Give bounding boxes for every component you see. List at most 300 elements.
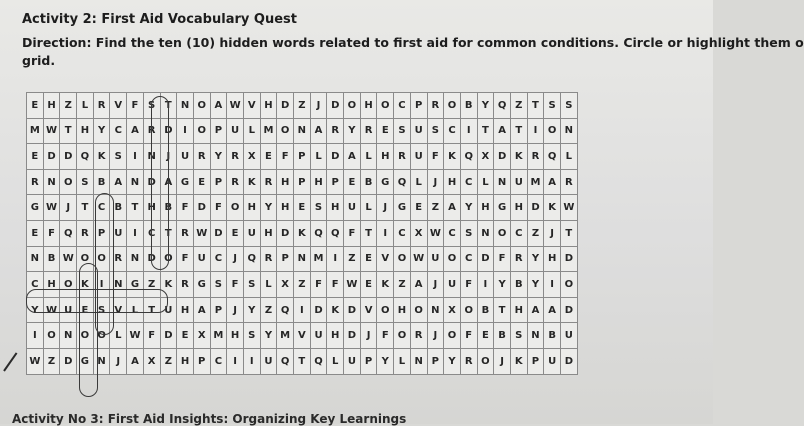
grid-cell[interactable]: U bbox=[444, 272, 461, 298]
grid-cell[interactable]: A bbox=[127, 118, 144, 144]
grid-cell[interactable]: P bbox=[210, 169, 227, 195]
grid-cell[interactable]: H bbox=[277, 195, 294, 221]
grid-cell[interactable]: P bbox=[327, 169, 344, 195]
grid-cell[interactable]: Y bbox=[477, 93, 494, 119]
grid-cell[interactable]: D bbox=[561, 297, 578, 323]
grid-cell[interactable]: N bbox=[127, 246, 144, 272]
grid-cell[interactable]: A bbox=[193, 297, 210, 323]
grid-cell[interactable]: B bbox=[360, 169, 377, 195]
grid-cell[interactable]: W bbox=[127, 323, 144, 349]
grid-cell[interactable]: P bbox=[210, 118, 227, 144]
grid-cell[interactable]: F bbox=[177, 195, 194, 221]
grid-cell[interactable]: T bbox=[494, 297, 511, 323]
grid-cell[interactable]: P bbox=[410, 93, 427, 119]
grid-cell[interactable]: N bbox=[93, 348, 110, 374]
grid-cell[interactable]: Z bbox=[294, 93, 311, 119]
grid-cell[interactable]: O bbox=[444, 93, 461, 119]
grid-cell[interactable]: J bbox=[360, 323, 377, 349]
grid-cell[interactable]: J bbox=[310, 93, 327, 119]
grid-cell[interactable]: O bbox=[77, 246, 94, 272]
grid-cell[interactable]: S bbox=[544, 93, 561, 119]
grid-cell[interactable]: O bbox=[444, 246, 461, 272]
grid-cell[interactable]: Q bbox=[77, 144, 94, 170]
grid-cell[interactable]: S bbox=[394, 118, 411, 144]
grid-cell[interactable]: R bbox=[260, 169, 277, 195]
grid-cell[interactable]: R bbox=[561, 169, 578, 195]
grid-cell[interactable]: R bbox=[410, 323, 427, 349]
grid-cell[interactable]: H bbox=[360, 93, 377, 119]
grid-cell[interactable]: N bbox=[427, 297, 444, 323]
grid-cell[interactable]: U bbox=[177, 144, 194, 170]
grid-cell[interactable]: S bbox=[77, 169, 94, 195]
grid-cell[interactable]: L bbox=[110, 323, 127, 349]
grid-cell[interactable]: D bbox=[344, 297, 361, 323]
grid-cell[interactable]: Q bbox=[310, 348, 327, 374]
grid-cell[interactable]: R bbox=[77, 220, 94, 246]
grid-cell[interactable]: Y bbox=[93, 118, 110, 144]
grid-cell[interactable]: A bbox=[127, 348, 144, 374]
grid-cell[interactable]: D bbox=[277, 220, 294, 246]
grid-cell[interactable]: O bbox=[93, 246, 110, 272]
grid-cell[interactable]: C bbox=[444, 220, 461, 246]
grid-cell[interactable]: V bbox=[360, 297, 377, 323]
grid-cell[interactable]: U bbox=[344, 348, 361, 374]
grid-cell[interactable]: G bbox=[494, 195, 511, 221]
grid-cell[interactable]: B bbox=[43, 246, 60, 272]
grid-cell[interactable]: F bbox=[143, 323, 160, 349]
grid-cell[interactable]: R bbox=[427, 93, 444, 119]
grid-cell[interactable]: V bbox=[294, 323, 311, 349]
grid-cell[interactable]: Z bbox=[43, 348, 60, 374]
grid-cell[interactable]: I bbox=[127, 220, 144, 246]
grid-cell[interactable]: D bbox=[210, 220, 227, 246]
grid-cell[interactable]: O bbox=[377, 297, 394, 323]
grid-cell[interactable]: O bbox=[93, 323, 110, 349]
grid-cell[interactable]: P bbox=[193, 348, 210, 374]
grid-cell[interactable]: M bbox=[310, 246, 327, 272]
grid-cell[interactable]: S bbox=[110, 144, 127, 170]
grid-cell[interactable]: N bbox=[177, 93, 194, 119]
grid-cell[interactable]: Y bbox=[444, 348, 461, 374]
grid-cell[interactable]: U bbox=[310, 323, 327, 349]
grid-cell[interactable]: R bbox=[110, 246, 127, 272]
grid-cell[interactable]: N bbox=[294, 118, 311, 144]
grid-cell[interactable]: T bbox=[77, 195, 94, 221]
grid-cell[interactable]: F bbox=[460, 323, 477, 349]
grid-cell[interactable]: L bbox=[477, 169, 494, 195]
grid-cell[interactable]: V bbox=[243, 93, 260, 119]
grid-cell[interactable]: W bbox=[427, 220, 444, 246]
grid-cell[interactable]: E bbox=[77, 297, 94, 323]
grid-cell[interactable]: F bbox=[494, 246, 511, 272]
grid-cell[interactable]: E bbox=[27, 144, 44, 170]
grid-cell[interactable]: U bbox=[243, 220, 260, 246]
grid-cell[interactable]: C bbox=[510, 220, 527, 246]
grid-cell[interactable]: U bbox=[410, 144, 427, 170]
grid-cell[interactable]: L bbox=[394, 348, 411, 374]
grid-cell[interactable]: Q bbox=[277, 348, 294, 374]
grid-cell[interactable]: X bbox=[243, 144, 260, 170]
grid-cell[interactable]: L bbox=[410, 169, 427, 195]
grid-cell[interactable]: P bbox=[210, 297, 227, 323]
grid-cell[interactable]: F bbox=[427, 144, 444, 170]
grid-cell[interactable]: F bbox=[327, 272, 344, 298]
grid-cell[interactable]: Q bbox=[243, 246, 260, 272]
grid-cell[interactable]: W bbox=[43, 118, 60, 144]
grid-cell[interactable]: U bbox=[427, 246, 444, 272]
grid-cell[interactable]: D bbox=[344, 323, 361, 349]
grid-cell[interactable]: R bbox=[394, 144, 411, 170]
grid-cell[interactable]: L bbox=[310, 144, 327, 170]
grid-cell[interactable]: O bbox=[193, 93, 210, 119]
grid-cell[interactable]: K bbox=[544, 195, 561, 221]
grid-cell[interactable]: R bbox=[193, 144, 210, 170]
grid-cell[interactable]: J bbox=[494, 348, 511, 374]
grid-cell[interactable]: T bbox=[527, 93, 544, 119]
grid-cell[interactable]: U bbox=[110, 220, 127, 246]
grid-cell[interactable]: J bbox=[427, 272, 444, 298]
grid-cell[interactable]: Z bbox=[394, 272, 411, 298]
grid-cell[interactable]: S bbox=[460, 220, 477, 246]
grid-cell[interactable]: I bbox=[243, 348, 260, 374]
grid-cell[interactable]: J bbox=[60, 195, 77, 221]
grid-cell[interactable]: A bbox=[527, 297, 544, 323]
grid-cell[interactable]: Q bbox=[460, 144, 477, 170]
grid-cell[interactable]: E bbox=[177, 323, 194, 349]
grid-cell[interactable]: K bbox=[93, 144, 110, 170]
grid-cell[interactable]: A bbox=[544, 169, 561, 195]
grid-cell[interactable]: I bbox=[327, 246, 344, 272]
grid-cell[interactable]: A bbox=[110, 169, 127, 195]
grid-cell[interactable]: T bbox=[561, 220, 578, 246]
grid-cell[interactable]: X bbox=[277, 272, 294, 298]
grid-cell[interactable]: M bbox=[27, 118, 44, 144]
grid-cell[interactable]: Y bbox=[260, 195, 277, 221]
grid-cell[interactable]: Q bbox=[327, 220, 344, 246]
grid-cell[interactable]: O bbox=[43, 323, 60, 349]
grid-cell[interactable]: K bbox=[160, 272, 177, 298]
grid-cell[interactable]: O bbox=[460, 297, 477, 323]
grid-cell[interactable]: P bbox=[277, 246, 294, 272]
grid-cell[interactable]: D bbox=[143, 246, 160, 272]
grid-cell[interactable]: H bbox=[177, 297, 194, 323]
grid-cell[interactable]: W bbox=[60, 246, 77, 272]
grid-cell[interactable]: F bbox=[344, 220, 361, 246]
grid-cell[interactable]: E bbox=[227, 220, 244, 246]
grid-cell[interactable]: T bbox=[143, 297, 160, 323]
grid-cell[interactable]: Q bbox=[394, 169, 411, 195]
grid-cell[interactable]: O bbox=[477, 348, 494, 374]
grid-cell[interactable]: I bbox=[93, 272, 110, 298]
grid-cell[interactable]: I bbox=[294, 297, 311, 323]
grid-cell[interactable]: W bbox=[43, 297, 60, 323]
grid-cell[interactable]: H bbox=[394, 297, 411, 323]
grid-cell[interactable]: H bbox=[260, 93, 277, 119]
grid-cell[interactable]: N bbox=[494, 169, 511, 195]
grid-cell[interactable]: H bbox=[277, 169, 294, 195]
grid-cell[interactable]: L bbox=[360, 144, 377, 170]
grid-cell[interactable]: Y bbox=[27, 297, 44, 323]
grid-cell[interactable]: C bbox=[93, 195, 110, 221]
grid-cell[interactable]: C bbox=[394, 220, 411, 246]
grid-cell[interactable]: E bbox=[360, 272, 377, 298]
grid-cell[interactable]: L bbox=[327, 348, 344, 374]
grid-cell[interactable]: F bbox=[43, 220, 60, 246]
grid-cell[interactable]: B bbox=[110, 195, 127, 221]
grid-cell[interactable]: N bbox=[477, 220, 494, 246]
grid-cell[interactable]: P bbox=[360, 348, 377, 374]
grid-cell[interactable]: B bbox=[510, 272, 527, 298]
grid-cell[interactable]: F bbox=[460, 272, 477, 298]
grid-cell[interactable]: X bbox=[444, 297, 461, 323]
grid-cell[interactable]: R bbox=[143, 118, 160, 144]
grid-cell[interactable]: Z bbox=[160, 348, 177, 374]
grid-cell[interactable]: E bbox=[360, 246, 377, 272]
grid-cell[interactable]: N bbox=[527, 323, 544, 349]
grid-cell[interactable]: P bbox=[427, 348, 444, 374]
grid-cell[interactable]: O bbox=[60, 272, 77, 298]
grid-cell[interactable]: E bbox=[477, 323, 494, 349]
grid-cell[interactable]: Z bbox=[344, 246, 361, 272]
grid-cell[interactable]: Q bbox=[277, 297, 294, 323]
grid-cell[interactable]: M bbox=[260, 118, 277, 144]
grid-cell[interactable]: P bbox=[527, 348, 544, 374]
grid-cell[interactable]: Z bbox=[60, 93, 77, 119]
grid-cell[interactable]: H bbox=[143, 195, 160, 221]
grid-cell[interactable]: H bbox=[243, 195, 260, 221]
grid-cell[interactable]: F bbox=[377, 323, 394, 349]
grid-cell[interactable]: E bbox=[377, 118, 394, 144]
grid-cell[interactable]: Q bbox=[494, 93, 511, 119]
grid-cell[interactable]: C bbox=[444, 118, 461, 144]
grid-cell[interactable]: Y bbox=[460, 195, 477, 221]
grid-cell[interactable]: H bbox=[510, 297, 527, 323]
grid-cell[interactable]: C bbox=[27, 272, 44, 298]
grid-cell[interactable]: L bbox=[127, 297, 144, 323]
grid-cell[interactable]: K bbox=[510, 348, 527, 374]
grid-cell[interactable]: Y bbox=[243, 297, 260, 323]
grid-cell[interactable]: K bbox=[77, 272, 94, 298]
grid-cell[interactable]: O bbox=[494, 220, 511, 246]
grid-cell[interactable]: P bbox=[294, 169, 311, 195]
grid-cell[interactable]: A bbox=[160, 169, 177, 195]
grid-cell[interactable]: D bbox=[327, 93, 344, 119]
grid-cell[interactable]: E bbox=[294, 195, 311, 221]
grid-cell[interactable]: T bbox=[127, 195, 144, 221]
grid-cell[interactable]: J bbox=[110, 348, 127, 374]
grid-cell[interactable]: O bbox=[377, 93, 394, 119]
grid-cell[interactable]: R bbox=[510, 246, 527, 272]
grid-cell[interactable]: O bbox=[77, 323, 94, 349]
grid-cell[interactable]: V bbox=[377, 246, 394, 272]
grid-cell[interactable]: O bbox=[60, 169, 77, 195]
grid-cell[interactable]: I bbox=[544, 272, 561, 298]
grid-cell[interactable]: G bbox=[377, 169, 394, 195]
grid-cell[interactable]: I bbox=[127, 144, 144, 170]
grid-cell[interactable]: H bbox=[177, 348, 194, 374]
grid-cell[interactable]: K bbox=[444, 144, 461, 170]
grid-cell[interactable]: O bbox=[193, 118, 210, 144]
grid-cell[interactable]: A bbox=[410, 272, 427, 298]
grid-cell[interactable]: R bbox=[527, 144, 544, 170]
grid-cell[interactable]: W bbox=[410, 246, 427, 272]
grid-cell[interactable]: M bbox=[277, 323, 294, 349]
grid-cell[interactable]: N bbox=[43, 169, 60, 195]
grid-cell[interactable]: R bbox=[460, 348, 477, 374]
grid-cell[interactable]: Z bbox=[510, 93, 527, 119]
grid-cell[interactable]: S bbox=[310, 195, 327, 221]
grid-cell[interactable]: W bbox=[561, 195, 578, 221]
grid-cell[interactable]: D bbox=[561, 246, 578, 272]
grid-cell[interactable]: O bbox=[227, 195, 244, 221]
grid-cell[interactable]: R bbox=[360, 118, 377, 144]
grid-cell[interactable]: K bbox=[243, 169, 260, 195]
grid-cell[interactable]: K bbox=[510, 144, 527, 170]
grid-cell[interactable]: I bbox=[227, 348, 244, 374]
grid-cell[interactable]: S bbox=[210, 272, 227, 298]
grid-cell[interactable]: H bbox=[260, 220, 277, 246]
grid-cell[interactable]: K bbox=[294, 220, 311, 246]
grid-cell[interactable]: U bbox=[344, 195, 361, 221]
grid-cell[interactable]: Q bbox=[544, 144, 561, 170]
grid-cell[interactable]: T bbox=[477, 118, 494, 144]
grid-cell[interactable]: A bbox=[344, 144, 361, 170]
grid-cell[interactable]: H bbox=[327, 323, 344, 349]
grid-cell[interactable]: N bbox=[410, 348, 427, 374]
grid-cell[interactable]: D bbox=[60, 144, 77, 170]
grid-cell[interactable]: U bbox=[260, 348, 277, 374]
grid-cell[interactable]: N bbox=[561, 118, 578, 144]
grid-cell[interactable]: O bbox=[561, 272, 578, 298]
grid-cell[interactable]: S bbox=[93, 297, 110, 323]
grid-cell[interactable]: L bbox=[260, 272, 277, 298]
grid-cell[interactable]: H bbox=[227, 323, 244, 349]
grid-cell[interactable]: F bbox=[177, 246, 194, 272]
grid-cell[interactable]: Y bbox=[527, 272, 544, 298]
grid-cell[interactable]: E bbox=[260, 144, 277, 170]
grid-cell[interactable]: J bbox=[227, 246, 244, 272]
grid-cell[interactable]: U bbox=[410, 118, 427, 144]
grid-cell[interactable]: R bbox=[227, 144, 244, 170]
grid-cell[interactable]: D bbox=[193, 195, 210, 221]
grid-cell[interactable]: H bbox=[43, 93, 60, 119]
grid-cell[interactable]: J bbox=[377, 195, 394, 221]
grid-cell[interactable]: U bbox=[60, 297, 77, 323]
grid-cell[interactable]: G bbox=[27, 195, 44, 221]
grid-cell[interactable]: K bbox=[377, 272, 394, 298]
grid-cell[interactable]: C bbox=[210, 348, 227, 374]
grid-cell[interactable]: A bbox=[310, 118, 327, 144]
grid-cell[interactable]: O bbox=[160, 246, 177, 272]
grid-cell[interactable]: D bbox=[277, 93, 294, 119]
grid-cell[interactable]: Q bbox=[60, 220, 77, 246]
grid-cell[interactable]: S bbox=[510, 323, 527, 349]
grid-cell[interactable]: O bbox=[444, 323, 461, 349]
grid-cell[interactable]: U bbox=[510, 169, 527, 195]
grid-cell[interactable]: O bbox=[544, 118, 561, 144]
grid-cell[interactable]: N bbox=[60, 323, 77, 349]
grid-cell[interactable]: B bbox=[160, 195, 177, 221]
grid-cell[interactable]: M bbox=[527, 169, 544, 195]
grid-cell[interactable]: R bbox=[260, 246, 277, 272]
grid-cell[interactable]: T bbox=[60, 118, 77, 144]
grid-cell[interactable]: F bbox=[227, 272, 244, 298]
grid-cell[interactable]: N bbox=[294, 246, 311, 272]
grid-cell[interactable]: W bbox=[193, 220, 210, 246]
grid-cell[interactable]: B bbox=[494, 323, 511, 349]
grid-cell[interactable]: U bbox=[544, 348, 561, 374]
grid-cell[interactable]: E bbox=[27, 93, 44, 119]
grid-cell[interactable]: G bbox=[77, 348, 94, 374]
grid-cell[interactable]: B bbox=[544, 323, 561, 349]
grid-cell[interactable]: Y bbox=[494, 272, 511, 298]
grid-cell[interactable]: E bbox=[27, 220, 44, 246]
grid-cell[interactable]: I bbox=[377, 220, 394, 246]
grid-cell[interactable]: A bbox=[544, 297, 561, 323]
grid-cell[interactable]: K bbox=[327, 297, 344, 323]
grid-cell[interactable]: D bbox=[60, 348, 77, 374]
grid-cell[interactable]: D bbox=[477, 246, 494, 272]
grid-cell[interactable]: H bbox=[310, 169, 327, 195]
grid-cell[interactable]: D bbox=[310, 297, 327, 323]
grid-cell[interactable]: H bbox=[544, 246, 561, 272]
grid-cell[interactable]: I bbox=[177, 118, 194, 144]
grid-cell[interactable]: S bbox=[561, 93, 578, 119]
grid-cell[interactable]: R bbox=[227, 169, 244, 195]
grid-cell[interactable]: M bbox=[210, 323, 227, 349]
grid-cell[interactable]: U bbox=[561, 323, 578, 349]
grid-cell[interactable]: Z bbox=[143, 272, 160, 298]
grid-cell[interactable]: D bbox=[43, 144, 60, 170]
grid-cell[interactable]: G bbox=[394, 195, 411, 221]
grid-cell[interactable]: O bbox=[410, 297, 427, 323]
grid-cell[interactable]: I bbox=[27, 323, 44, 349]
grid-cell[interactable]: H bbox=[43, 272, 60, 298]
grid-cell[interactable]: C bbox=[143, 220, 160, 246]
grid-cell[interactable]: O bbox=[344, 93, 361, 119]
grid-cell[interactable]: C bbox=[460, 169, 477, 195]
grid-cell[interactable]: C bbox=[394, 93, 411, 119]
grid-cell[interactable]: Y bbox=[344, 118, 361, 144]
grid-cell[interactable]: H bbox=[327, 195, 344, 221]
grid-cell[interactable]: Z bbox=[527, 220, 544, 246]
grid-cell[interactable]: H bbox=[444, 169, 461, 195]
grid-cell[interactable]: J bbox=[160, 144, 177, 170]
grid-cell[interactable]: R bbox=[177, 272, 194, 298]
grid-cell[interactable]: Y bbox=[210, 144, 227, 170]
grid-cell[interactable]: U bbox=[160, 297, 177, 323]
grid-cell[interactable]: F bbox=[210, 195, 227, 221]
grid-cell[interactable]: A bbox=[444, 195, 461, 221]
grid-cell[interactable]: N bbox=[27, 246, 44, 272]
grid-cell[interactable]: D bbox=[143, 169, 160, 195]
grid-cell[interactable]: R bbox=[27, 169, 44, 195]
grid-cell[interactable]: Y bbox=[377, 348, 394, 374]
grid-cell[interactable]: U bbox=[193, 246, 210, 272]
grid-cell[interactable]: R bbox=[327, 118, 344, 144]
grid-cell[interactable]: N bbox=[110, 272, 127, 298]
grid-cell[interactable]: P bbox=[294, 144, 311, 170]
grid-cell[interactable]: D bbox=[527, 195, 544, 221]
grid-cell[interactable]: V bbox=[110, 93, 127, 119]
grid-cell[interactable]: Y bbox=[260, 323, 277, 349]
grid-cell[interactable]: D bbox=[160, 118, 177, 144]
grid-cell[interactable]: Z bbox=[260, 297, 277, 323]
grid-cell[interactable]: S bbox=[143, 93, 160, 119]
grid-cell[interactable]: W bbox=[227, 93, 244, 119]
grid-cell[interactable]: L bbox=[360, 195, 377, 221]
grid-cell[interactable]: J bbox=[427, 169, 444, 195]
